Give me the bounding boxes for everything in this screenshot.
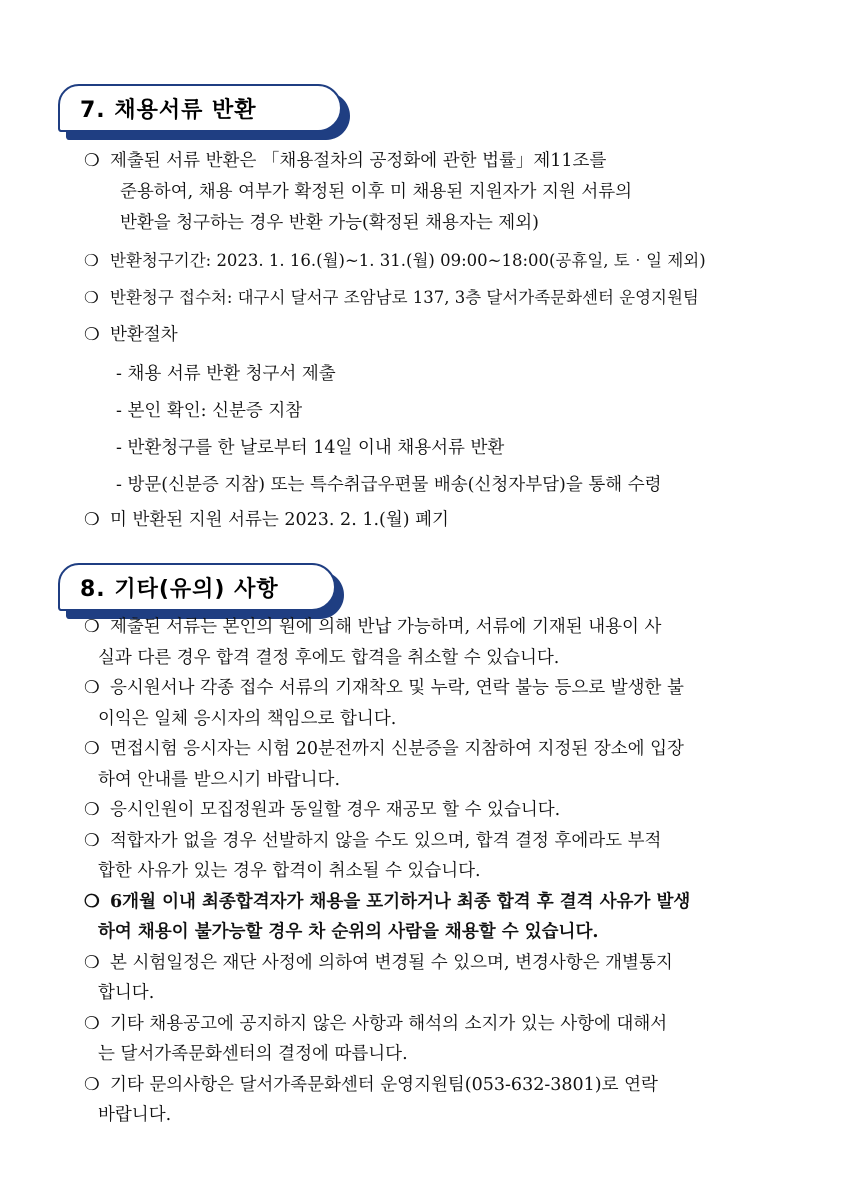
- section-7-title: 7. 채용서류 반환: [58, 84, 342, 132]
- s8-item: ❍ 제출된 서류는 본인의 원에 의해 반납 가능하며, 서류에 기재된 내용이 사 실과 다른 경우 합격 결정 후에도 합격을 취소할 수 있습니다.: [84, 612, 690, 673]
- s8-item: ❍ 응시원서나 각종 접수 서류의 기재착오 및 누락, 연락 불능 등으로 발생한 불 이익은 일체 응시자의 책임으로 합니다.: [84, 673, 690, 734]
- s7-item-1: ❍ 제출된 서류 반환은 「채용절차의 공정화에 관한 법률」제11조를 준용하여, 채용 여부가 확정된 이후 미 채용된 지원자가 지원 서류의 반환을 청구하는 경우 반환 가능(확정된 채용자는 제외): [84, 146, 632, 239]
- s8-item: ❍ 본 시험일정은 재단 사정에 의하여 변경될 수 있으며, 변경사항은 개별통지 합니다.: [84, 948, 690, 1009]
- bullet-icon: ❍: [84, 952, 100, 973]
- procedure-step: - 본인 확인: 신분증 지참: [116, 401, 303, 421]
- s7-item-4: ❍ 반환절차: [84, 320, 178, 351]
- s8-item: ❍ 기타 채용공고에 공지하지 않은 사항과 해석의 소지가 있는 사항에 대해서 는 달서가족문화센터의 결정에 따릅니다.: [84, 1009, 690, 1070]
- bullet-icon: ❍: [84, 1074, 100, 1095]
- s8-item: ❍ 기타 문의사항은 달서가족문화센터 운영지원팀(053-632-3801)로 연락 바랍니다.: [84, 1070, 690, 1131]
- s7-procedure: [84, 356, 662, 504]
- bullet-icon: ❍: [84, 325, 100, 345]
- bullet-icon: ❍: [84, 251, 99, 270]
- s7-item-5: ❍ 미 반환된 지원 서류는 2023. 2. 1.(월) 폐기: [84, 505, 449, 536]
- procedure-step: - 채용 서류 반환 청구서 제출: [116, 364, 336, 384]
- bullet-icon: ❍: [84, 891, 100, 912]
- s8-item: ❍ 적합자가 없을 경우 선발하지 않을 수도 있으며, 합격 결정 후에라도 부적 합한 사유가 있는 경우 합격이 취소될 수 있습니다.: [84, 826, 690, 887]
- procedure-step: - 방문(신분증 지참) 또는 특수취급우편물 배송(신청자부담)을 통해 수령: [116, 475, 662, 495]
- section-8-title: 8. 기타(유의) 사항: [58, 563, 336, 611]
- s7-item-2: ❍ 반환청구기간: 2023. 1. 16.(월)~1. 31.(월) 09:00~18:00(공휴일, 토‧일 제외): [84, 245, 706, 276]
- s8-item: ❍ 면접시험 응시자는 시험 20분전까지 신분증을 지참하여 지정된 장소에 입장 하여 안내를 받으시기 바랍니다.: [84, 734, 690, 795]
- bullet-icon: ❍: [84, 830, 100, 851]
- bullet-icon: ❍: [84, 151, 100, 171]
- procedure-step: - 반환청구를 한 날로부터 14일 이내 채용서류 반환: [116, 438, 505, 458]
- s7-item-3: ❍ 반환청구 접수처: 대구시 달서구 조암남로 137, 3층 달서가족문화센터 운영지원팀: [84, 282, 699, 313]
- bullet-icon: ❍: [84, 678, 100, 698]
- s8-item-bold: ❍ 6개월 이내 최종합격자가 채용을 포기하거나 최종 합격 후 결격 사유가 발생 하여 채용이 불가능할 경우 차 순위의 사람을 채용할 수 있습니다.: [84, 887, 690, 948]
- bullet-icon: ❍: [84, 739, 100, 759]
- bullet-icon: ❍: [84, 617, 100, 637]
- section-7-heading: [58, 84, 342, 132]
- section-8-heading: [58, 563, 336, 611]
- s8-list: [84, 612, 690, 1131]
- s8-item: ❍ 응시인원이 모집정원과 동일할 경우 재공모 할 수 있습니다.: [84, 795, 690, 826]
- bullet-icon: ❍: [84, 800, 100, 820]
- bullet-icon: ❍: [84, 288, 99, 307]
- bullet-icon: ❍: [84, 510, 100, 530]
- bullet-icon: ❍: [84, 1013, 100, 1034]
